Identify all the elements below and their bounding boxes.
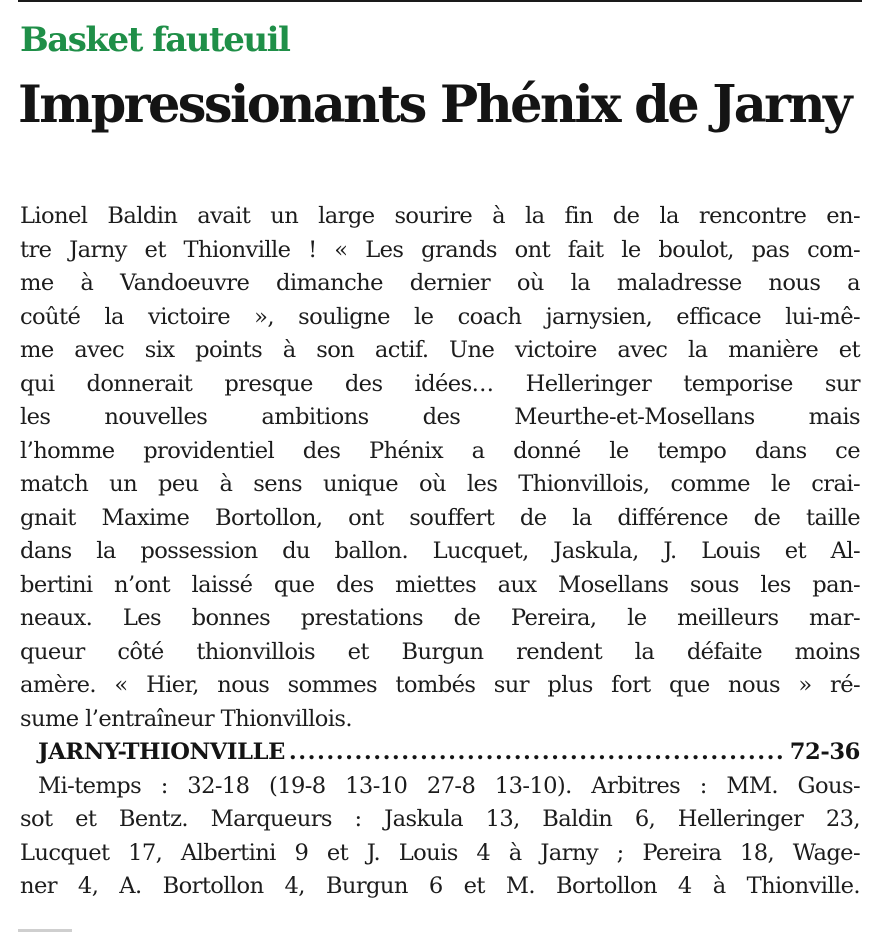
details-line: Mi-temps : 32-18 (19-8 13-10 27-8 13-10). Arbitres : MM. Gous- [38,772,860,799]
body-line: les nouvelles ambitions des Meurthe-et-Mosellans mais [20,404,860,430]
body-line: l’homme providentiel des Phénix a donné le tempo dans ce [20,437,860,464]
section-label: Basket fauteuil [20,20,290,60]
body-line: queur côté thionvillois et Burgun rendent la défaite moins [20,638,860,665]
article-body [20,200,860,904]
match-details [20,770,860,904]
body-line: sume l’entraîneur Thionvillois. [20,705,352,732]
top-rule [18,0,862,2]
body-line: match un peu à sens unique où les Thionvillois, comme le crai- [20,471,860,497]
match-result [20,736,860,770]
body-line: gnait Maxime Bortollon, ont souffert de la différence de taille [20,504,860,531]
body-line: bertini n’ont laissé que des miettes aux Mosellans sous les pan- [20,571,860,598]
body-line: neaux. Les bonnes prestations de Pereira, le meilleurs mar- [20,605,860,631]
dot-leader [289,736,786,770]
details-line: Lucquet 17, Albertini 9 et J. Louis 4 à Jarny ; Pereira 18, Wage- [20,839,860,866]
body-line: tre Jarny et Thionville ! « Les grands ont fait le boulot, pas com- [20,236,860,263]
details-line: ner 4, A. Bortollon 4, Burgun 6 et M. Bortollon 4 à Thionville. [20,873,860,899]
body-line: dans la possession du ballon. Lucquet, Jaskula, J. Louis et Al- [20,538,860,564]
body-line: coûté la victoire », souligne le coach jarnysien, efficace lui-mê- [20,303,860,330]
body-line: qui donnerait presque des idées… Helleringer temporise sur [20,370,860,397]
match-name: JARNY-THIONVILLE [38,739,285,765]
details-line: sot et Bentz. Marqueurs : Jaskula 13, Baldin 6, Helleringer 23, [20,806,860,832]
body-line: Lionel Baldin avait un large sourire à la fin de la rencontre en- [20,203,860,229]
body-line: amère. « Hier, nous sommes tombés sur plus fort que nous » ré- [20,672,860,698]
match-score: 72-36 [789,739,860,765]
body-line: me avec six points à son actif. Une victoire avec la manière et [20,337,860,363]
body-line: me à Vandoeuvre dimanche dernier où la maladresse nous a [20,270,860,296]
headline: Impressionants Phénix de Jarny [18,75,850,135]
